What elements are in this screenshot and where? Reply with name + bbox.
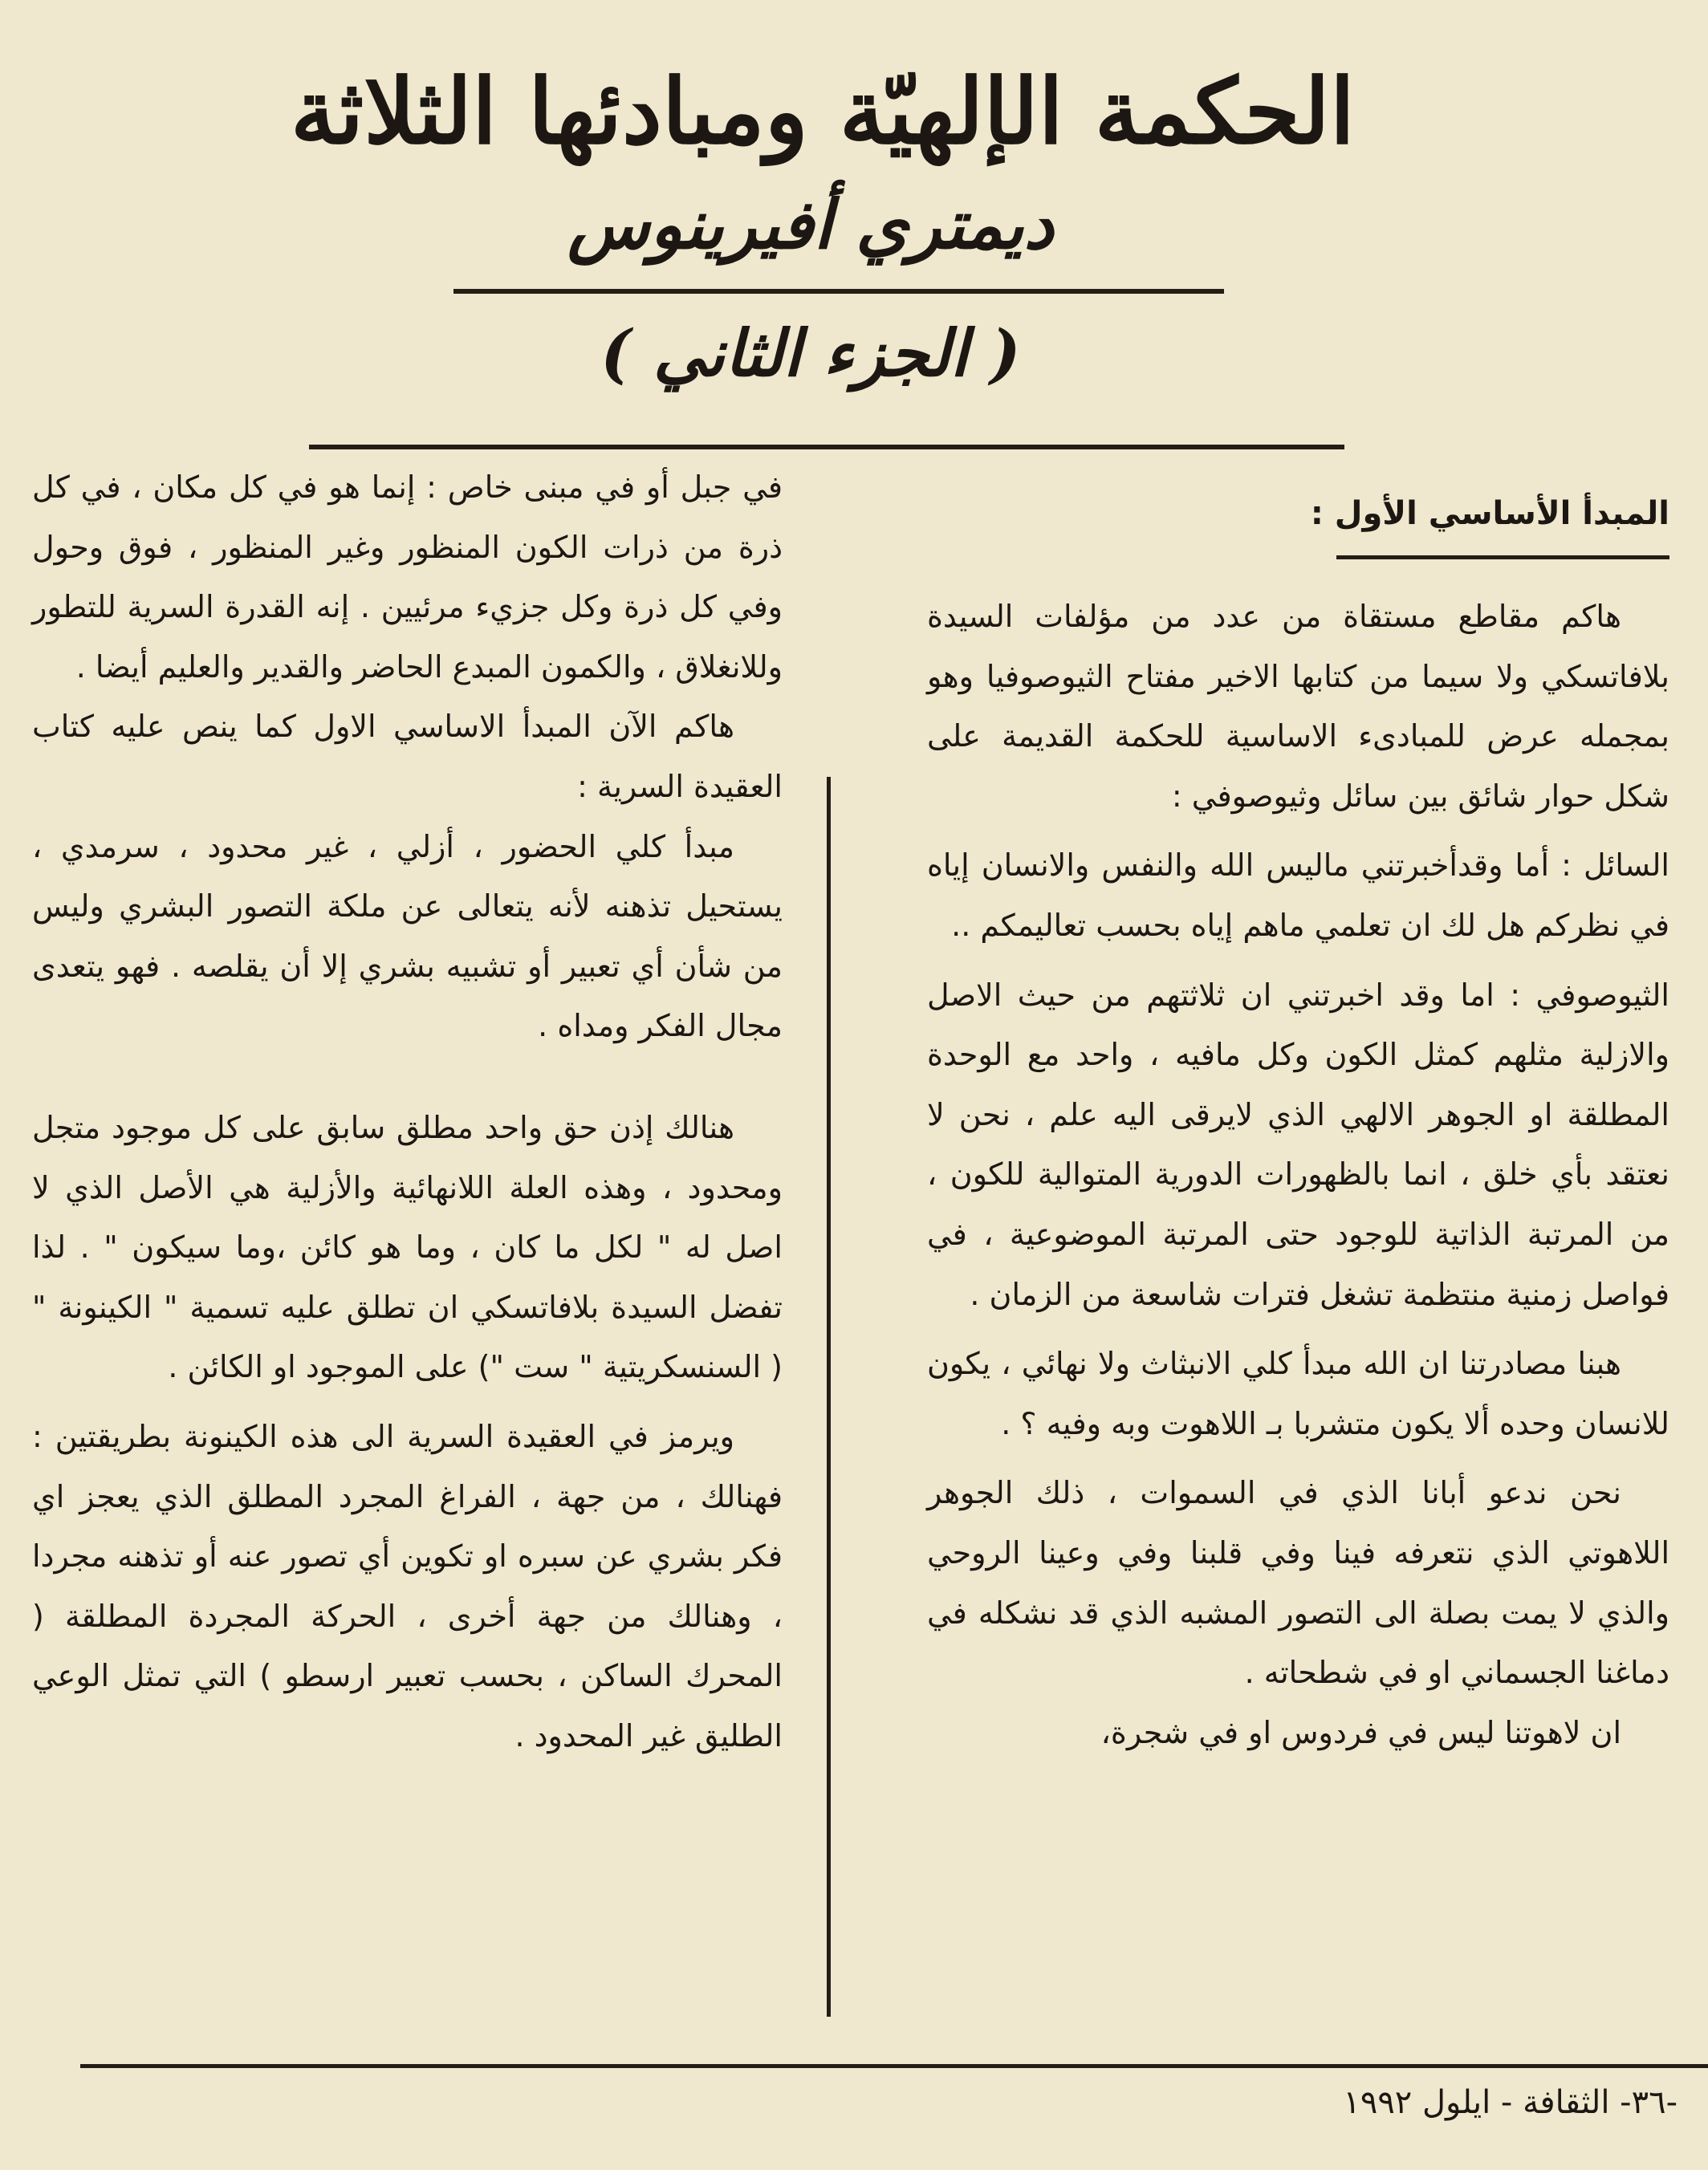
paragraph: هاكم مقاطع مستقاة من عدد من مؤلفات السيدة بلافاتسكي ولا سيما من كتابها الاخير مفتاح الثيوصوفيا وهو بمجمله عرض للمبادىء الاساسية للحكمة القديمة على شكل حوار شائق بين سائل وثيوصوفي : [927,599,1669,814]
header-divider [309,445,1344,449]
footer-divider [80,2064,1708,2068]
paragraph: في جبل أو في مبنى خاص : إنما هو في كل مكان ، في كل ذرة من ذرات الكون المنظور وغير المنظور ، فوق وحول وفي كل ذرة وكل جزيء مرئيين . إنه القدرة السرية للتطور وللانغلاق ، والكمون المبدع الحاضر والقدير والعليم أيضا . [32,469,783,685]
paragraph: مبدأ كلي الحضور ، أزلي ، غير محدود ، سرمدي ، يستحيل تذهنه لأنه يتعالى عن ملكة التصور البشري وليس من شأن أي تعبير أو تشبيه بشري إلا أن يقلصه . فهو يتعدى مجال الفكر ومداه . [32,828,783,1044]
paragraph: ويرمز في العقيدة السرية الى هذه الكينونة بطريقتين : فهنالك ، من جهة ، الفراغ المجرد المطلق الذي يعجز اي فكر بشري عن سبره او تكوين أي تصور عنه أو تذهنه مجردا ، وهنالك من جهة أخرى ، الحركة المجردة المطلقة ( المحرك الساكن ، بحسب تعبير ارسطو ) التي تمثل الوعي الطليق غير المحدود . [32,1418,783,1753]
article-title: الحكمة الإلهيّة ومبادئها الثلاثة [290,59,1355,165]
paragraph: الثيوصوفي : اما وقد اخبرتني ان ثلاثتهم من حيث الاصل والازلية مثلهم كمثل الكون وكل مافيه ، واحد مع الوحدة المطلقة او الجوهر الالهي الذي لايرقى اليه علم ، نحن لا نعتقد بأي خلق ، انما بالظهورات الدورية المتوالية للكون ، من المرتبة الذاتية للوجود حتى المرتبة الموضوعية ، في فواصل زمنية منتظمة تشغل فترات شاسعة من الزمان . [927,977,1669,1312]
paragraph: هنالك إذن حق واحد مطلق سابق على كل موجود متجل ومحدود ، وهذه العلة اللانهائية والأزلية هي الأصل الذي لا اصل له " لكل ما كان ، وما هو كائن ،وما سيكون " . لذا تفضل السيدة بلافاتسكي ان تطلق عليه تسمية " الكينونة " ( السنسكريتية " ست ") على الموجود او الكائن . [32,1109,783,1385]
column-divider [827,777,831,2017]
author-name: ديمتري أفيرينوس [567,185,1054,264]
paragraph: نحن ندعو أبانا الذي في السموات ، ذلك الجوهر اللاهوتي الذي نتعرفه فينا وفي قلبنا وفي وعينا الروحي والذي لا يمت بصلة الى التصور المشبه الذي قد نشكله في دماغنا الجسماني او في شطحاته . [927,1475,1669,1691]
paragraph: ان لاهوتنا ليس في فردوس او في شجرة، [1100,1714,1621,1750]
paragraph: السائل : أما وقدأخبرتني ماليس الله والنفس والانسان إياه في نظركم هل لك ان تعلمي ماهم إياه بحسب تعاليمكم .. [927,847,1669,943]
section-heading: المبدأ الأساسي الأول : [1310,495,1669,532]
heading-underline [1336,555,1669,559]
title-underline [453,289,1224,294]
right-column [927,482,1669,1762]
page-footer: -٣٦- الثقافة - ايلول ١٩٩٢ [1343,2084,1678,2121]
part-label: ( الجزء الثاني ) [600,315,1021,391]
paragraph: هبنا مصادرتنا ان الله مبدأ كلي الانبثاث ولا نهائي ، يكون للانسان وحده ألا يكون متشربا بـ اللاهوت وبه وفيه ؟ . [927,1346,1669,1441]
left-column [32,457,783,1766]
paragraph: هاكم الآن المبدأ الاساسي الاول كما ينص عليه كتاب العقيدة السرية : [32,709,783,804]
